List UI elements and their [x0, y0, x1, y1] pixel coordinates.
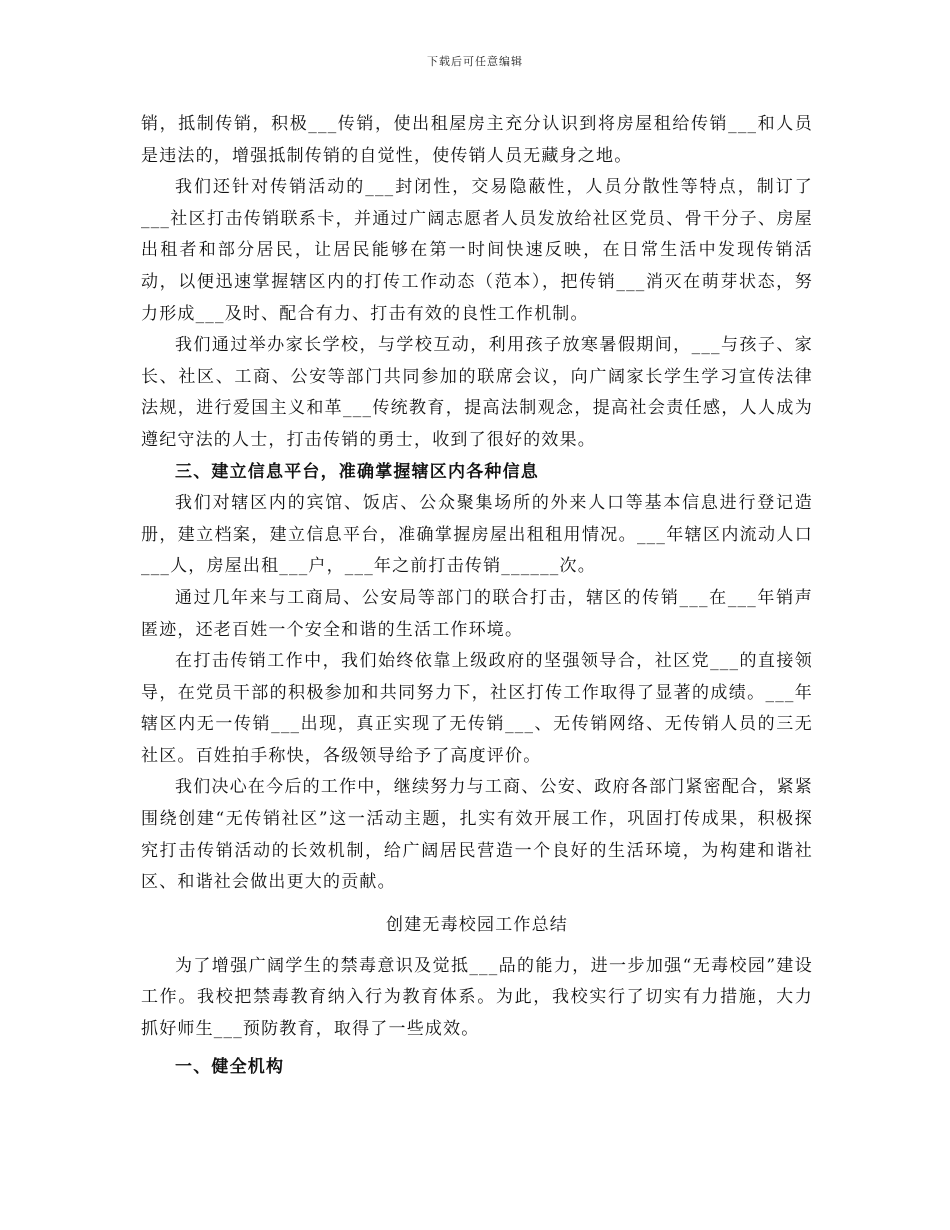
page-header: 下载后可任意编辑	[427, 55, 523, 68]
document-title: 创建无毒校园工作总结	[386, 914, 568, 935]
paragraph: 我们还针对传销活动的___封闭性，交易隐蔽性，人员分散性等特点，制订了___社区打击传销联系卡，并通过广阔志愿者人员发放给社区党员、骨干分子、房屋出租者和部分居民，让居民能够在第一时间快速反映，在日常生活中发现传销活动，以便迅速掌握辖区内的打传工作动态（范本），把传销___消灭在萌芽状态，努力形成___及时、配合有力、打击有效的良性工作机制。	[141, 177, 813, 324]
paragraph: 我们决心在今后的工作中，继续努力与工商、公安、政府各部门紧密配合，紧紧围绕创建“无传销社区”这一活动主题，扎实有效开展工作，巩固打传成果，积极探究打击传销活动的长效机制，给广阔居民营造一个良好的生活环境，为构建和谐社区、和谐社会做出更大的贡献。	[141, 777, 813, 893]
document-body	[141, 109, 813, 1083]
paragraph: 在打击传销工作中，我们始终依靠上级政府的坚强领导合，社区党___的直接领导，在党员干部的积极参加和共同努力下，社区打传工作取得了显著的成绩。___年辖区内无一传销___出现，真正实现了无传销___、无传销网络、无传销人员的三无社区。百姓拍手称快，各级领导给予了高度评价。	[141, 651, 813, 766]
paragraph: 为了增强广阔学生的禁毒意识及觉抵___品的能力，进一步加强“无毒校园”建设工作。我校把禁毒教育纳入行为教育体系。为此，我校实行了切实有力措施，大力抓好师生___预防教育，取得了一些成效。	[141, 955, 813, 1040]
section-heading: 三、建立信息平台，准确掌握辖区内各种信息	[175, 461, 539, 482]
section-heading: 一、健全机构	[175, 1056, 285, 1077]
paragraph: 销，抵制传销，积极___传销，使出租屋房主充分认识到将房屋租给传销___和人员是违法的，增强抵制传销的自觉性，使传销人员无藏身之地。	[141, 114, 813, 166]
paragraph: 我们通过举办家长学校，与学校互动，利用孩子放寒暑假期间，___与孩子、家长、社区、工商、公安等部门共同参加的联席会议，向广阔家长学生学习宣传法律法规，进行爱国主义和革___传统教育，提高法制观念，提高社会责任感，人人成为遵纪守法的人士，打击传销的勇士，收到了很好的效果。	[141, 335, 813, 450]
paragraph: 我们对辖区内的宾馆、饭店、公众聚集场所的外来人口等基本信息进行登记造册，建立档案，建立信息平台，准确掌握房屋出租租用情况。___年辖区内流动人口___人，房屋出租___户，___年之前打击传销______次。	[141, 493, 813, 577]
paragraph: 通过几年来与工商局、公安局等部门的联合打击，辖区的传销___在___年销声匿迹，还老百姓一个安全和谐的生活工作环境。	[141, 587, 813, 640]
